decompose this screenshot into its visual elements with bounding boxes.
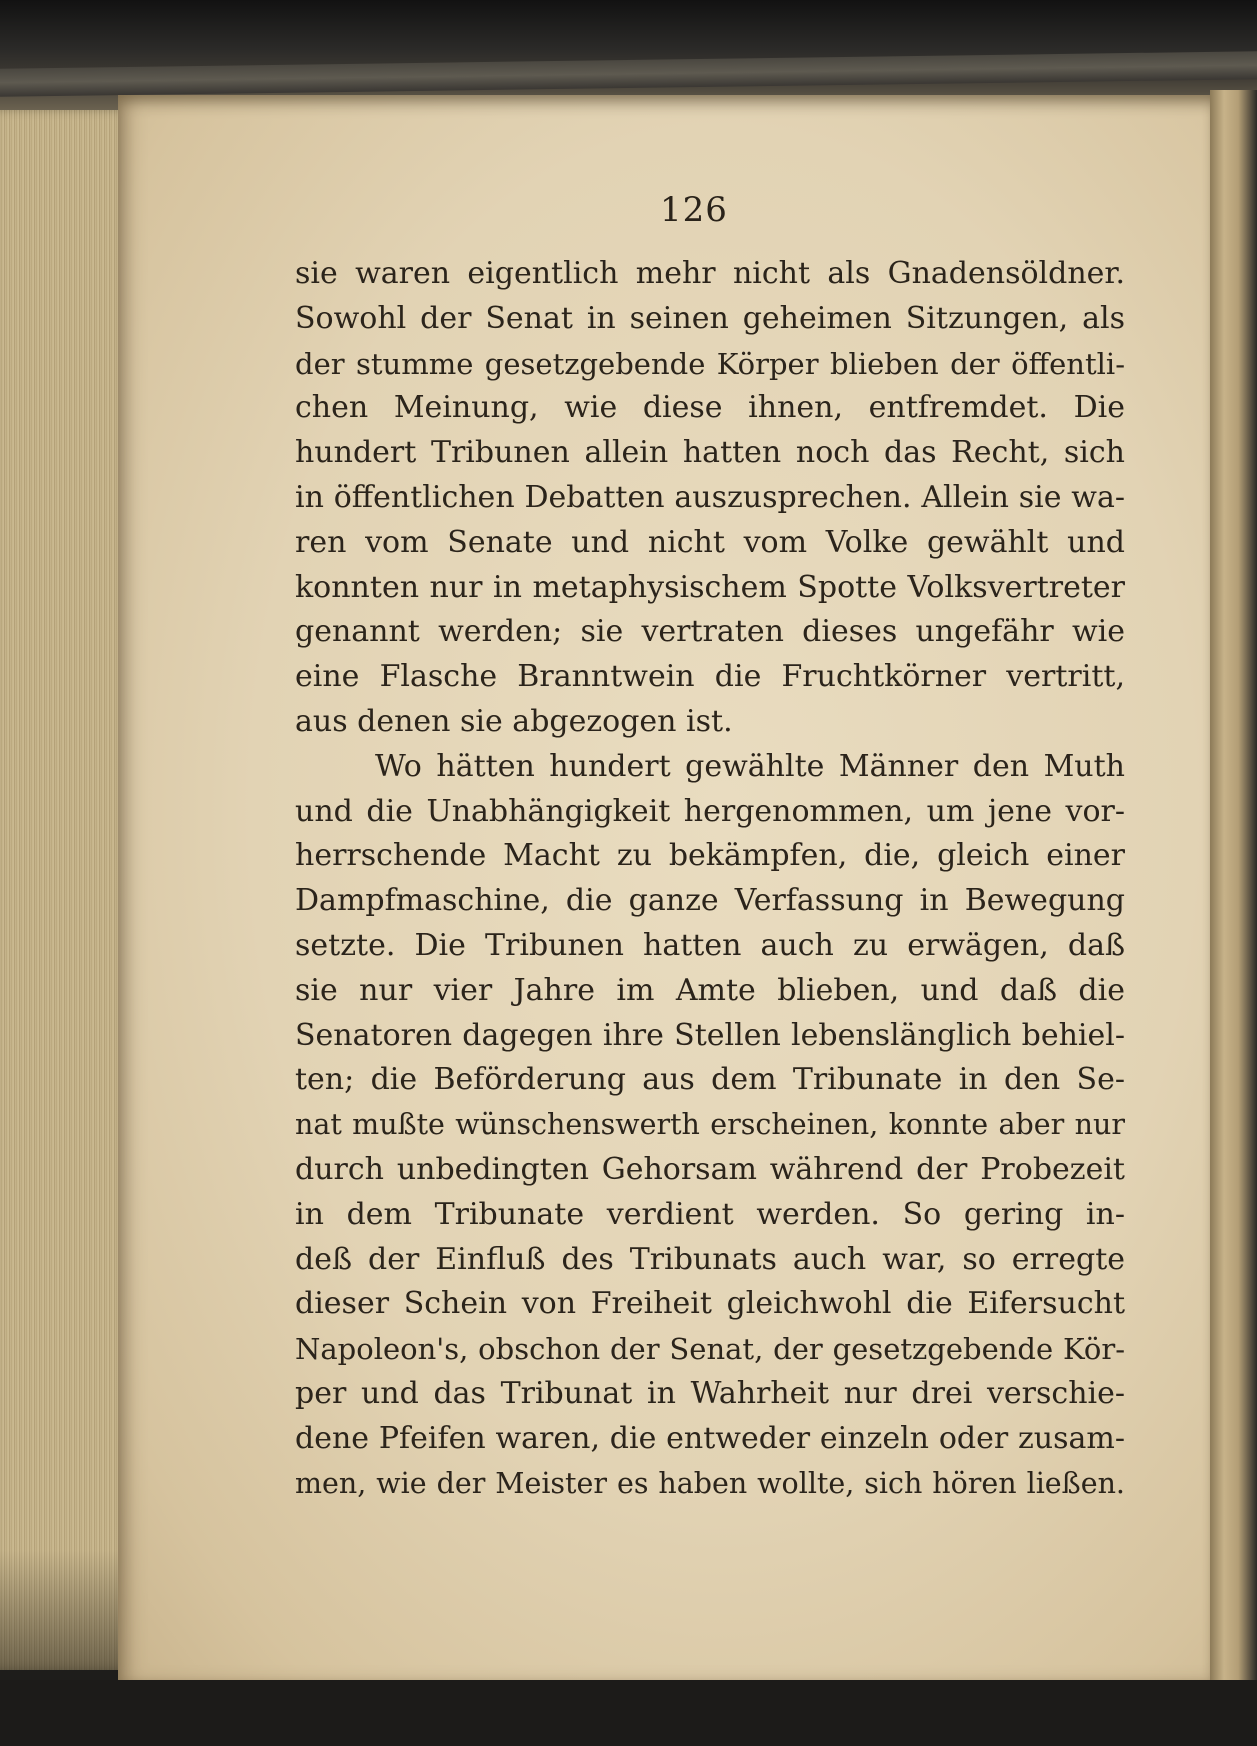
text-line: men, wie der Meister es haben wollte, sich hören ließen. (295, 1466, 1125, 1500)
text-line: Napoleon's, obschon der Senat, der gesetzgebende Kör- (295, 1332, 1125, 1367)
text-line: ten; die Beförderung aus dem Tribunate in den Se- (295, 1062, 1125, 1098)
text-line: genannt werden; sie vertraten dieses ungefähr wie (295, 614, 1125, 650)
text-line: eine Flasche Branntwein die Fruchtkörner vertritt, (295, 659, 1125, 695)
text-line: der stumme gesetzgebende Körper blieben der öffentli- (295, 346, 1125, 381)
text-line: per und das Tribunat in Wahrheit nur drei verschie- (295, 1375, 1125, 1411)
text-line: setzte. Die Tribunen hatten auch zu erwägen, daß (295, 927, 1125, 963)
page-edge-right (1210, 90, 1257, 1690)
text-line: herrschende Macht zu bekämpfen, die, gleich einer (295, 838, 1125, 874)
text-line: hundert Tribunen allein hatten noch das Recht, sich (295, 435, 1125, 471)
paragraph-start-line: Wo hätten hundert gewählte Männer den Muth (375, 748, 1125, 784)
text-line: in dem Tribunate verdient werden. So gering in- (295, 1196, 1125, 1232)
text-line: dieser Schein von Freiheit gleichwohl die Eifersucht (295, 1286, 1125, 1322)
background-bottom (0, 1680, 1257, 1746)
text-line: sie waren eigentlich mehr nicht als Gnadensöldner. (295, 256, 1125, 291)
text-line: konnten nur in metaphysischem Spotte Volksvertreter (295, 569, 1125, 605)
text-line: chen Meinung, wie diese ihnen, entfremdet. Die (295, 390, 1125, 426)
text-line: sie nur vier Jahre im Amte blieben, und daß die (295, 972, 1125, 1008)
body-text (295, 252, 1125, 1506)
text-line: dene Pfeifen waren, die entweder einzeln oder zusam- (295, 1420, 1125, 1456)
text-line: durch unbedingten Gehorsam während der Probezeit (295, 1151, 1125, 1187)
text-line: Senatoren dagegen ihre Stellen lebenslänglich behiel- (295, 1017, 1125, 1053)
text-line: ren vom Senate und nicht vom Volke gewählt und (295, 524, 1125, 560)
page-number: 126 (660, 190, 728, 230)
text-line: aus denen sie abgezogen ist. (295, 703, 733, 739)
text-line: in öffentlichen Debatten auszusprechen. Allein sie wa- (295, 479, 1125, 515)
page-stack-left (0, 110, 130, 1670)
text-line: Dampfmaschine, die ganze Verfassung in Bewegung (295, 883, 1125, 919)
text-line: nat mußte wünschenswerth erscheinen, konnte aber nur (295, 1108, 1125, 1142)
text-line: und die Unabhängigkeit hergenommen, um jene vor- (295, 793, 1125, 829)
text-line: Sowohl der Senat in seinen geheimen Sitzungen, als (295, 300, 1125, 336)
text-line: deß der Einfluß des Tribunats auch war, so erregte (295, 1241, 1125, 1277)
